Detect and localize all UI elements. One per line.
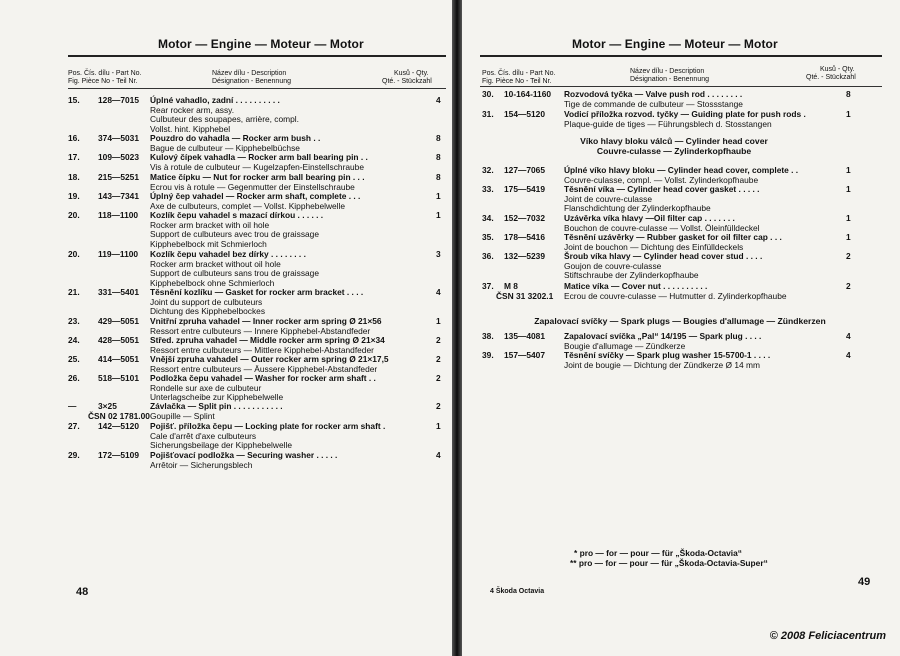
description-line: Joint de bouchon — Dichtung des Einfülldeckels <box>564 241 744 252</box>
part-number: 154—5120 <box>504 109 545 119</box>
quantity: 1 <box>436 316 441 326</box>
column-rule-left <box>68 88 446 89</box>
part-description <box>564 282 787 301</box>
description-line: Rear rocker arm, assy. <box>150 104 235 115</box>
description-line: Šroub víka hlavy — Cylinder head cover stud . . . . <box>564 251 763 261</box>
column-header-name-1: Název dílu - Description <box>630 68 705 75</box>
part-description <box>564 332 761 351</box>
part-number: 157—5407 <box>504 350 545 360</box>
column-header-name-2: Désignation - Benennung <box>630 76 710 83</box>
description-line: Support de culbuteurs avec trou de graissage <box>150 229 320 240</box>
description-line: Matice čípku — Nut for rocker arm ball bearing pin . . . <box>150 172 365 182</box>
position-number: 16. <box>68 133 80 143</box>
part-description <box>564 110 806 129</box>
position-number: 38. <box>482 331 494 341</box>
part-description <box>150 451 337 470</box>
part-entry <box>68 288 446 317</box>
section-heading-line: Couvre-culasse — Zylinderkopfhaube <box>596 146 752 156</box>
standard-number: ČSN 31 3202.1 <box>496 290 554 301</box>
description-line: Střed. zpruha vahadel — Middle rocker arm spring Ø 21×34 <box>150 335 385 345</box>
part-entry <box>68 422 446 451</box>
column-rule-right <box>480 86 882 87</box>
part-description <box>150 173 365 192</box>
part-number: 128—7015 <box>98 95 139 105</box>
description-line: Těsnění uzávěrky — Rubber gasket for oil filter cap . . . <box>564 232 782 242</box>
description-line: Pojišť. příložka čepu — Locking plate for rocker arm shaft . <box>150 421 386 431</box>
column-header-qty-1: Kusů - Qty. <box>394 70 429 77</box>
part-number: 109—5023 <box>98 152 139 162</box>
description-line: Kipphebelbock ohne Schmierloch <box>150 277 275 288</box>
page-number-right: 49 <box>858 576 871 588</box>
header-rule-right <box>480 55 882 57</box>
column-header-name-1: Název dílu - Description <box>212 70 287 77</box>
position-number: 29. <box>68 450 80 460</box>
column-header-name-2: Désignation - Benennung <box>212 78 292 85</box>
quantity: 3 <box>436 249 441 259</box>
position-number: 36. <box>482 251 494 261</box>
section-heading-spark-plugs: Zapalovací svíčky — Spark plugs — Bougies d'allumage — Zündkerzen <box>534 316 826 326</box>
page-number-left: 48 <box>76 586 89 598</box>
description-line: Zapalovací svíčka „Pal“ 14/195 — Spark plug . . . . <box>564 331 762 341</box>
part-number: 127—7065 <box>504 165 545 175</box>
description-line: Kozlík čepu vahadel bez dírky . . . . . . . . <box>150 249 306 259</box>
description-line: Úplné víko hlavy bloku — Cylinder head cover, complete . . <box>564 165 799 175</box>
description-line: Bouchon de couvre-culasse — Vollst. Öleinfülldeckel <box>564 222 760 233</box>
description-line: Rocker arm bracket with oil hole <box>150 219 270 230</box>
part-entry <box>68 211 446 249</box>
part-description <box>564 252 762 281</box>
quantity: 1 <box>436 191 441 201</box>
part-number: 175—5419 <box>504 184 545 194</box>
part-number: 331—5401 <box>98 287 139 297</box>
part-description <box>150 134 320 153</box>
description-line: Kipphebelbock mit Schmierloch <box>150 238 267 249</box>
part-description <box>150 336 385 355</box>
position-number: 35. <box>482 232 494 242</box>
description-line: Kulový čípek vahadla — Rocker arm ball bearing pin . . <box>150 152 368 162</box>
position-number: 26. <box>68 373 80 383</box>
description-line: Vnitřní zpruha vahadel — Inner rocker arm spring Ø 21×56 <box>150 316 382 326</box>
quantity: 1 <box>846 184 851 194</box>
quantity: 4 <box>846 331 851 341</box>
column-header-pos-2: Fig. Pièce No - Teil Nr. <box>482 78 552 85</box>
description-line: Uzávěrka víka hlavy —Oil filter cap . . . . . . . <box>564 213 735 223</box>
position-number: 15. <box>68 95 80 105</box>
part-number: 374—5031 <box>98 133 139 143</box>
position-number: 31. <box>482 109 494 119</box>
part-entry <box>482 166 884 185</box>
description-line: Joint de couvre-culasse <box>564 193 652 204</box>
description-line: Ressort entre culbuteurs — Innere Kipphebel-Abstandfeder <box>150 325 371 336</box>
part-description <box>150 192 360 211</box>
part-number: 10-164-1160 <box>504 89 552 99</box>
description-line: Support de culbuteurs sans trou de graissage <box>150 268 320 279</box>
description-line: Dichtung des Kipphebelbockes <box>150 306 266 317</box>
part-description <box>150 153 368 172</box>
position-number: 34. <box>482 213 494 223</box>
part-description <box>564 233 782 252</box>
position-number: 20. <box>68 210 80 220</box>
part-entry <box>68 173 446 192</box>
part-description <box>564 90 743 109</box>
part-description <box>150 317 382 336</box>
quantity: 1 <box>846 232 851 242</box>
part-entry <box>482 90 884 109</box>
description-line: Kozlík čepu vahadel s mazací dírkou . . . . . . <box>150 210 324 220</box>
part-number: 119—1100 <box>98 249 139 259</box>
position-number: 17. <box>68 152 80 162</box>
part-entry <box>68 134 446 153</box>
quantity: 1 <box>846 165 851 175</box>
part-entry <box>68 192 446 211</box>
position-number: 33. <box>482 184 494 194</box>
right-page <box>462 0 900 656</box>
description-line: Těsnění kozlíku — Gasket for rocker arm bracket . . . . <box>150 287 364 297</box>
part-entry <box>482 233 884 252</box>
position-number: 25. <box>68 354 80 364</box>
column-header-qty-1: Kusů - Qty. <box>820 66 855 73</box>
part-number: 118—1100 <box>98 210 139 220</box>
part-entry <box>68 451 446 470</box>
quantity: 8 <box>846 89 851 99</box>
position-number: 32. <box>482 165 494 175</box>
part-number: 3×25 <box>98 401 117 411</box>
page-header-right: Motor — Engine — Moteur — Motor <box>572 37 778 51</box>
description-line: Rocker arm bracket without oil hole <box>150 258 281 269</box>
part-description <box>564 351 770 370</box>
part-number: 178—5416 <box>504 232 545 242</box>
description-line: Rozvodová tyčka — Valve push rod . . . . . . . . <box>564 89 743 99</box>
description-line: Vnější zpruha vahadel — Outer rocker arm spring Ø 21×17,5 <box>150 354 389 364</box>
column-header-pos-1: Pos. Čís. dílu - Part No. <box>68 70 142 77</box>
description-line: Joint de bougie — Dichtung der Zündkerze Ø 14 mm <box>564 359 760 370</box>
quantity: 2 <box>846 251 851 261</box>
quantity: 1 <box>436 421 441 431</box>
description-line: Závlačka — Split pin . . . . . . . . . . . <box>150 401 283 411</box>
section-heading-cylinder-head <box>554 136 794 156</box>
part-number: 142—5120 <box>98 421 139 431</box>
column-header-pos-2: Fig. Pièce No - Teil Nr. <box>68 78 138 85</box>
description-line: Podložka čepu vahadel — Washer for rocker arm shaft . . <box>150 373 376 383</box>
position-number: 20. <box>68 249 80 259</box>
part-number: 143—7341 <box>98 191 139 201</box>
part-number: 518—5101 <box>98 373 139 383</box>
description-line: Těsnění víka — Cylinder head cover gasket . . . . . <box>564 184 760 194</box>
quantity: 2 <box>436 373 441 383</box>
part-number: 135—4081 <box>504 331 545 341</box>
part-description <box>150 250 319 288</box>
part-entry <box>68 96 446 134</box>
position-number: 21. <box>68 287 80 297</box>
quantity: 2 <box>436 401 441 411</box>
part-description <box>150 355 389 374</box>
quantity: 8 <box>436 152 441 162</box>
description-line: Unterlagscheibe zur Kipphebelwelle <box>150 392 284 403</box>
description-line: Ecrou vis à rotule — Gegenmutter der Einstellschraube <box>150 181 355 192</box>
description-line: Matice víka — Cover nut . . . . . . . . . . <box>564 281 708 291</box>
part-entry <box>68 317 446 336</box>
part-description <box>150 288 363 317</box>
position-number: 23. <box>68 316 80 326</box>
position-number: 30. <box>482 89 494 99</box>
quantity: 1 <box>436 210 441 220</box>
part-number: 172—5109 <box>98 450 139 460</box>
description-line: Flanschdichtung der Zylinderkopfhaube <box>564 203 711 214</box>
quantity: 8 <box>436 133 441 143</box>
position-number: — <box>68 401 77 411</box>
print-signature: 4 Škoda Octavia <box>490 588 545 595</box>
position-number: 27. <box>68 421 80 431</box>
description-line: Vodicí příložka rozvod. tyčky — Guiding plate for push rods . <box>564 109 806 119</box>
part-number: 215—5251 <box>98 172 139 182</box>
footnote-octavia-super: ** pro — for — pour — für „Škoda-Octavia-Super“ <box>570 558 768 568</box>
column-header-pos-1: Pos. Čís. dílu - Part No. <box>482 70 556 77</box>
section-heading-line: Víko hlavy bloku válců — Cylinder head cover <box>580 136 768 146</box>
description-line: Pouzdro do vahadla — Rocker arm bush . . <box>150 133 321 143</box>
quantity: 4 <box>436 450 441 460</box>
description-line: Vis à rotule de culbuteur — Kugelzapfen-Einstellschraube <box>150 161 364 172</box>
description-line: Těsnění svíčky — Spark plug washer 15-5700-1 . . . . <box>564 350 771 360</box>
description-line: Vollst. hint. Kipphebel <box>150 123 231 134</box>
part-entry <box>482 185 884 214</box>
quantity: 8 <box>436 172 441 182</box>
description-line: Ecrou de couvre-culasse — Hutmutter d. Zylinderkopfhaube <box>564 290 787 301</box>
position-number: 18. <box>68 172 80 182</box>
part-description <box>150 374 376 403</box>
column-header-qty-2: Qté. - Stückzahl <box>806 74 856 81</box>
part-number: 414—5051 <box>98 354 139 364</box>
description-line: Bougie d'allumage — Zündkerze <box>564 340 686 351</box>
part-entry <box>68 250 446 288</box>
part-entry <box>68 374 446 403</box>
part-number: 132—5239 <box>504 251 545 261</box>
description-line: Úplný čep vahadel — Rocker arm shaft, complete . . . <box>150 191 361 201</box>
description-line: Úplné vahadlo, zadní . . . . . . . . . . <box>150 95 280 105</box>
part-entry <box>482 332 884 351</box>
quantity: 2 <box>846 281 851 291</box>
part-description <box>150 422 385 451</box>
part-entry <box>68 153 446 172</box>
description-line: Ressort entre culbuteurs — Äussere Kipphebel-Abstandfeder <box>150 363 378 374</box>
part-entry <box>482 351 884 370</box>
description-line: Pojišťovací podložka — Securing washer . . . . . <box>150 450 338 460</box>
description-line: Tige de commande de culbuteur — Stossstange <box>564 98 743 109</box>
description-line: Cale d'arrêt d'axe culbuteurs <box>150 430 257 441</box>
part-number: 429—5051 <box>98 316 139 326</box>
description-line: Sicherungsbeilage der Kipphebelwelle <box>150 440 293 451</box>
description-line: Arrêtoir — Sicherungsblech <box>150 459 253 470</box>
description-line: Culbuteur des soupapes, arrière, compl. <box>150 114 299 125</box>
description-line: Couvre-culasse, compl. — Vollst. Zylinderkopfhaube <box>564 174 759 185</box>
description-line: Stiftschraube der Zylinderkopfhaube <box>564 270 699 281</box>
column-header-qty-2: Qté. - Stückzahl <box>382 78 432 85</box>
book-gutter <box>452 0 462 656</box>
footnote-octavia: * pro — for — pour — für „Škoda-Octavia“ <box>574 548 742 558</box>
part-description <box>150 402 283 421</box>
description-line: Axe de culbuteurs, complet — Vollst. Kipphebelwelle <box>150 200 346 211</box>
part-entry <box>482 282 884 301</box>
quantity: 1 <box>846 213 851 223</box>
part-number: 428—5051 <box>98 335 139 345</box>
part-description <box>150 96 299 134</box>
part-entry <box>482 110 884 129</box>
quantity: 4 <box>846 350 851 360</box>
position-number: 39. <box>482 350 494 360</box>
position-number: 37. <box>482 281 494 291</box>
description-line: Bague de culbuteur — Kipphebelbüchse <box>150 142 300 153</box>
part-entry <box>68 336 446 355</box>
description-line: Goupille — Splint <box>150 410 215 421</box>
standard-number: ČSN 02 1781.00 <box>88 410 150 421</box>
part-number: M 8 <box>504 281 518 291</box>
part-description <box>564 166 798 185</box>
quantity: 2 <box>436 354 441 364</box>
position-number: 24. <box>68 335 80 345</box>
part-description <box>564 214 760 233</box>
quantity: 1 <box>846 109 851 119</box>
quantity: 4 <box>436 95 441 105</box>
quantity: 4 <box>436 287 441 297</box>
part-description <box>564 185 760 214</box>
description-line: Joint du support de culbuteurs <box>150 296 263 307</box>
quantity: 2 <box>436 335 441 345</box>
description-line: Plaque-guide de tiges — Führungsblech d. Stosstangen <box>564 118 772 129</box>
description-line: Ressort entre culbuteurs — Mittlere Kipphebel-Abstandfeder <box>150 344 374 355</box>
part-entry <box>482 214 884 233</box>
part-entry <box>482 252 884 281</box>
description-line: Rondelle sur axe de culbuteur <box>150 382 262 393</box>
position-number: 19. <box>68 191 80 201</box>
part-entry <box>68 402 446 421</box>
header-rule-left <box>68 55 446 57</box>
part-description <box>150 211 323 249</box>
part-number: 152—7032 <box>504 213 545 223</box>
description-line: Goujon de couvre-culasse <box>564 260 662 271</box>
page-header-left: Motor — Engine — Moteur — Motor <box>158 37 364 51</box>
copyright-notice: © 2008 Feliciacentrum <box>769 630 886 642</box>
part-entry <box>68 355 446 374</box>
